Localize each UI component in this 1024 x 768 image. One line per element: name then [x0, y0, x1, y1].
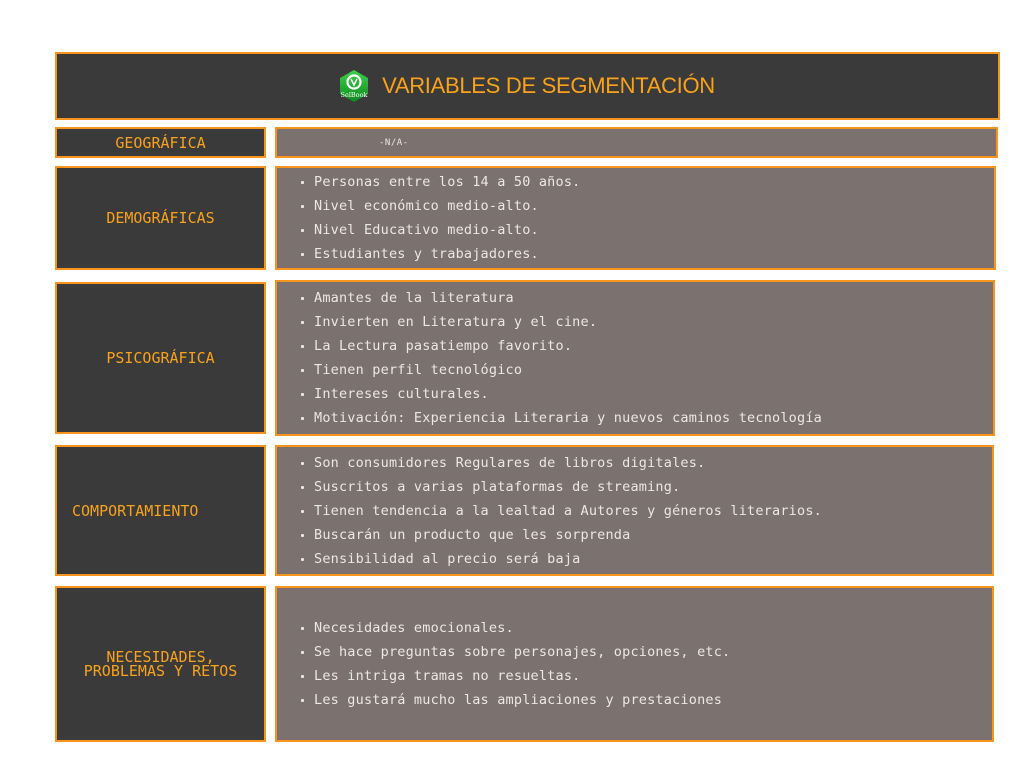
content-psicografica — [275, 280, 995, 436]
page-header — [55, 52, 1000, 120]
list-item: Les gustará mucho las ampliaciones y prestaciones — [297, 688, 992, 712]
label-text-line1: NECESIDADES, — [106, 648, 215, 666]
list-item: Intereses culturales. — [297, 382, 993, 406]
list-item: Nivel Educativo medio-alto. — [297, 218, 994, 242]
svg-text:SelBook: SelBook — [340, 91, 368, 99]
list-item: Se hace preguntas sobre personajes, opciones, etc. — [297, 640, 992, 664]
list-item: Estudiantes y trabajadores. — [297, 242, 994, 266]
bullet-list — [297, 170, 994, 266]
list-item: Buscarán un producto que les sorprenda — [297, 523, 992, 547]
bullet-list — [297, 451, 992, 571]
list-item: Invierten en Literatura y el cine. — [297, 310, 993, 334]
list-item: Tienen perfil tecnológico — [297, 358, 993, 382]
list-item: Suscritos a varias plataformas de streaming. — [297, 475, 992, 499]
label-text: COMPORTAMIENTO — [72, 501, 199, 520]
bullet-list — [297, 616, 992, 712]
label-text: DEMOGRÁFICAS — [106, 209, 215, 227]
label-comportamiento — [55, 445, 266, 576]
content-comportamiento — [275, 445, 994, 576]
list-item: Sensibilidad al precio será baja — [297, 547, 992, 571]
na-value: -N/A- — [379, 138, 409, 148]
page-title: VARIABLES DE SEGMENTACIÓN — [382, 73, 715, 98]
label-necesidades — [55, 586, 266, 742]
list-item: Personas entre los 14 a 50 años. — [297, 170, 994, 194]
label-text-line2: PROBLEMAS Y RETOS — [83, 662, 238, 680]
label-text: GEOGRÁFICA — [115, 133, 206, 152]
content-geografica — [275, 127, 998, 158]
label-text: PSICOGRÁFICA — [106, 349, 215, 367]
list-item: Son consumidores Regulares de libros digitales. — [297, 451, 992, 475]
content-necesidades — [275, 586, 994, 742]
label-geografica — [55, 127, 266, 158]
selbook-logo-icon — [340, 70, 368, 102]
list-item: Necesidades emocionales. — [297, 616, 992, 640]
list-item: Les intriga tramas no resueltas. — [297, 664, 992, 688]
list-item: Tienen tendencia a la lealtad a Autores y géneros literarios. — [297, 499, 992, 523]
list-item: Nivel económico medio-alto. — [297, 194, 994, 218]
bullet-list — [297, 286, 993, 430]
list-item: La Lectura pasatiempo favorito. — [297, 334, 993, 358]
label-psicografica — [55, 282, 266, 434]
list-item: Amantes de la literatura — [297, 286, 993, 310]
list-item: Motivación: Experiencia Literaria y nuevos caminos tecnología — [297, 406, 993, 430]
content-demograficas — [275, 166, 996, 270]
label-demograficas — [55, 166, 266, 270]
